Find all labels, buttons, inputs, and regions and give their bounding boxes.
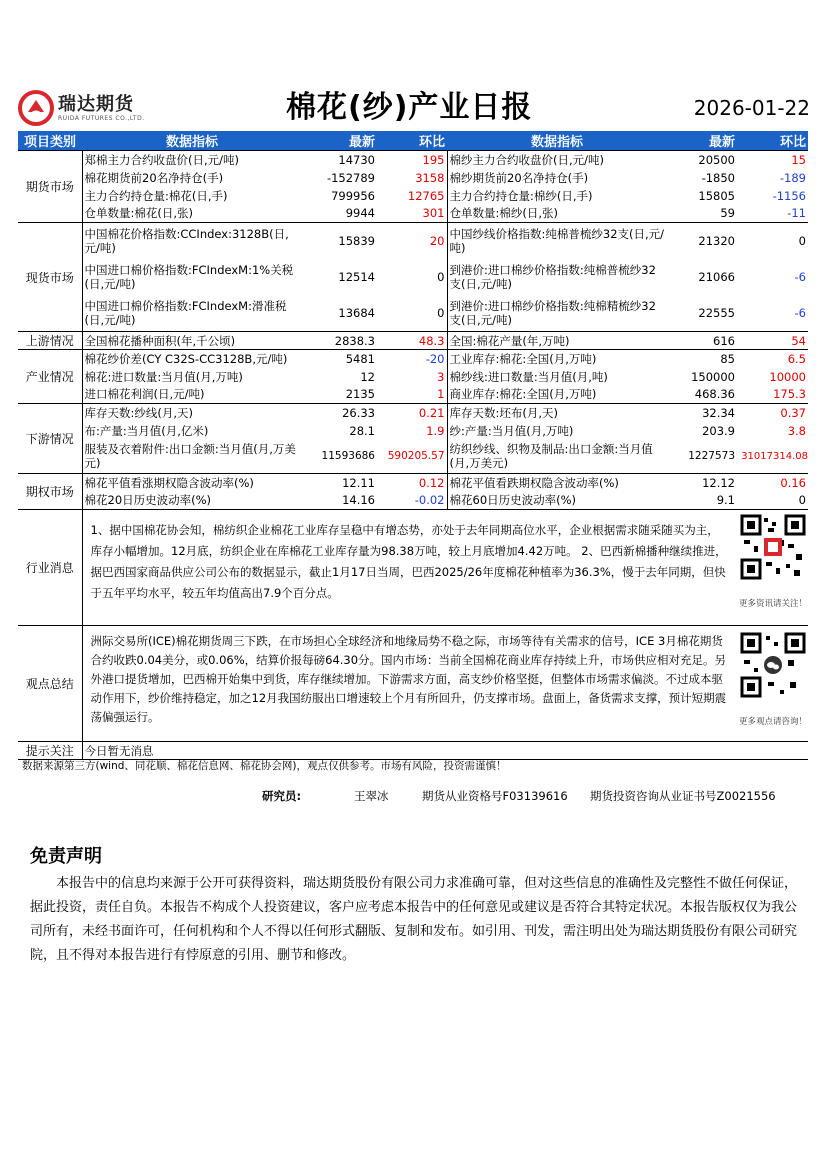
news-row <box>18 510 808 626</box>
change-value: 590205.57 <box>377 440 447 474</box>
qr-caption: 更多观点请咨询！ <box>739 717 808 727</box>
latest-value: 9.1 <box>716 493 735 508</box>
table-row <box>18 350 808 368</box>
table-row <box>18 332 808 350</box>
latest-value: 1227573 <box>688 450 735 463</box>
latest-value: 150000 <box>691 369 735 384</box>
table-row <box>18 386 808 404</box>
view-text: 洲际交易所(ICE)棉花期货周三下跌，在市场担心全球经济和地缘局势不稳之际，市场等待有关需求的信号，ICE 3月棉花期货合约收跌0.04美分，或0.06%，结算价报每磅64.30分。国内市场：当前全国棉花商业库存持续上升，市场供应相对充足。另外港口提货增加，巴西棉开始集中到货，库存继续增加。下游需求方面，高支纱价格坚挺，但整体市场需求偏淡。不过成本驱动作用下，纱价维持稳定，加之12月我国纺服出口增速较上个月有所回升，仍支撑市场。盘面上，备货需求支撑，预计短期震荡偏强运行。 <box>82 626 737 742</box>
indicator-name: 棉纱期货前20名净持仓(手) <box>449 170 589 185</box>
change-value: -1156 <box>772 188 806 203</box>
col-latest: 最新 <box>302 131 377 151</box>
change-value: 31017314.08 <box>741 450 808 462</box>
latest-value: 12514 <box>338 270 375 284</box>
change-value: 1 <box>377 386 447 404</box>
change-value: 20 <box>377 223 447 259</box>
table-row <box>18 169 808 187</box>
change-value: 0 <box>377 296 447 332</box>
report-date: 2026-01-22 <box>693 96 810 120</box>
latest-value: 15839 <box>302 223 377 259</box>
data-source-note: 数据来源第三方(wind、同花顺、棉花信息网、棉花协会网)，观点仅供参考。市场有风险，投资需谨慎！ <box>22 760 507 772</box>
notice-row <box>18 742 808 760</box>
latest-value: 13684 <box>338 306 375 321</box>
change-value: -6 <box>794 270 806 284</box>
latest-value: 85 <box>667 350 737 368</box>
report-title: 棉花(纱)产业日报 <box>286 90 533 125</box>
report-header <box>18 80 810 130</box>
indicator-name: 中国进口棉价格指数:FCIndexM:1%关税(日,元/吨) <box>84 263 294 291</box>
logo-english: RUIDA FUTURES CO.,LTD. <box>58 114 145 122</box>
indicator-name: 布:产量:当月值(月,亿米) <box>84 423 209 438</box>
category-upstream: 上游情况 <box>18 332 82 350</box>
indicator-name: 棉纱线:进口数量:当月值(月,吨) <box>449 369 608 384</box>
col-latest-2: 最新 <box>667 131 737 151</box>
col-change-2: 环比 <box>737 131 808 151</box>
change-value: -189 <box>779 170 806 185</box>
indicator-name: 棉花纱价差(CY C32S-CC3128B,元/吨) <box>82 350 302 368</box>
change-value: 48.3 <box>377 332 447 350</box>
indicator-name: 主力合约持仓量:棉纱(日,手) <box>449 188 593 203</box>
table-row <box>18 368 808 386</box>
table-header-row <box>18 131 808 151</box>
indicator-name: 郑棉主力合约收盘价(日,元/吨) <box>82 151 302 169</box>
change-value: 301 <box>377 205 447 223</box>
change-value: -6 <box>794 306 806 321</box>
latest-value: 21066 <box>698 270 735 284</box>
change-value: 175.3 <box>773 387 806 402</box>
latest-value: 5481 <box>302 350 377 368</box>
latest-value: 26.33 <box>302 404 377 422</box>
category-view: 观点总结 <box>18 626 82 742</box>
indicator-name: 仓单数量:棉纱(日,张) <box>449 206 559 221</box>
change-value: 0 <box>377 259 447 296</box>
indicator-name: 库存天数:坯布(月,天) <box>447 404 667 422</box>
indicator-name: 棉花平值看涨期权隐含波动率(%) <box>82 474 302 492</box>
col-indicator-2: 数据指标 <box>447 131 667 151</box>
researcher-label: 研究员: <box>262 789 302 803</box>
latest-value: 12.12 <box>667 474 737 492</box>
change-value: 3.8 <box>787 423 806 438</box>
latest-value: 22555 <box>698 306 735 321</box>
latest-value: 616 <box>667 332 737 350</box>
indicator-name: 中国纱线价格指数:纯棉普梳纱32支(日,元/吨) <box>447 223 667 259</box>
indicator-name: 棉花60日历史波动率(%) <box>449 493 577 508</box>
category-industry: 产业情况 <box>18 350 82 404</box>
latest-value: -152789 <box>326 170 375 185</box>
latest-value: 799956 <box>331 188 375 203</box>
ruida-logo-icon <box>18 90 54 126</box>
disclaimer-body: 本报告中的信息均来源于公开可获得资料，瑞达期货股份有限公司力求准确可靠，但对这些信息的准确性及完整性不做任何保证，据此投资，责任自负。本报告不构成个人投资建议，客户应考虑本报告中的任何意见或建议是否符合其特定状况。本报告版权仅为我公司所有，未经书面许可，任何机构和个人不得以任何形式翻版、复制和发布。如引用、刊发，需注明出处为瑞达期货股份有限公司研究院，且不得对本报告进行有悖原意的引用、删节和修改。 <box>30 876 798 963</box>
table-row <box>18 474 808 492</box>
col-category: 项目类别 <box>18 131 82 151</box>
category-futures: 期货市场 <box>18 151 82 223</box>
table-row <box>18 440 808 474</box>
latest-value: 2838.3 <box>302 332 377 350</box>
col-change: 环比 <box>377 131 447 151</box>
latest-value: 15805 <box>698 188 735 203</box>
latest-value: 12.11 <box>302 474 377 492</box>
category-spot: 现货市场 <box>18 223 82 332</box>
change-value: 10000 <box>769 369 806 384</box>
news-qr-cell <box>737 510 808 626</box>
latest-value: 14.16 <box>342 493 375 508</box>
change-value: 0.16 <box>737 474 808 492</box>
latest-value: -1850 <box>701 170 735 185</box>
category-notice: 提示关注 <box>18 742 82 760</box>
disclaimer-title: 免责声明 <box>30 846 102 867</box>
company-logo <box>18 90 145 126</box>
qr-code-icon <box>740 514 806 594</box>
indicator-name: 棉花20日历史波动率(%) <box>84 493 212 508</box>
change-value: 15 <box>737 151 808 169</box>
col-indicator: 数据指标 <box>82 131 302 151</box>
change-value: 0 <box>798 493 806 508</box>
change-value: 195 <box>377 151 447 169</box>
indicator-name: 棉花:进口数量:当月值(月,万吨) <box>84 369 243 384</box>
indicator-name: 服装及衣着附件:出口金额:当月值(月,万美元) <box>84 442 296 471</box>
latest-value: 12 <box>360 369 375 384</box>
latest-value: 32.34 <box>667 404 737 422</box>
latest-value: 468.36 <box>694 387 735 402</box>
latest-value: 203.9 <box>702 423 735 438</box>
latest-value: 20500 <box>667 151 737 169</box>
table-row <box>18 259 808 296</box>
latest-value: 2135 <box>345 387 375 402</box>
researcher-certificate: 期货投资咨询从业证书号Z0021556 <box>590 789 776 803</box>
change-value: 54 <box>737 332 808 350</box>
researcher-qualification: 期货从业资格号F03139616 <box>422 789 568 803</box>
change-value: -20 <box>377 350 447 368</box>
indicator-name: 主力合约持仓量:棉花(日,手) <box>84 188 228 203</box>
indicator-name: 工业库存:棉花:全国(月,万吨) <box>447 350 667 368</box>
notice-text: 今日暂无消息 <box>82 742 808 760</box>
change-value: 0.12 <box>377 474 447 492</box>
change-value: 3 <box>377 368 447 386</box>
category-news: 行业消息 <box>18 510 82 626</box>
news-text: 1、据中国棉花协会知，棉纺织企业棉花工业库存呈稳中有增态势，亦处于去年同期高位水平，企业根据需求随采随买为主，库存小幅增加。12月底，纺织企业在库棉花工业库存量为98.38万吨，较上月底增加4.42万吨。 2、巴西新棉播种继续推进，据巴西国家商品供应公司公布的数据显示，截止1月17日当周，巴西2025/26年度棉花种植率为36.3%，慢于去年同期，但快于五年平均水平，较五年均值高出7.9个百分点。 <box>82 510 737 626</box>
latest-value: 21320 <box>667 223 737 259</box>
indicator-name: 商业库存:棉花:全国(月,万吨) <box>449 387 597 402</box>
indicator-name: 棉花平值看跌期权隐含波动率(%) <box>447 474 667 492</box>
indicator-name: 中国进口棉价格指数:FCIndexM:滑准税(日,元/吨) <box>84 299 287 328</box>
table-row <box>18 151 808 169</box>
indicator-name: 纱:产量:当月值(月,万吨) <box>449 423 574 438</box>
latest-value: 11593686 <box>321 450 375 463</box>
indicator-table <box>18 131 808 760</box>
indicator-name: 全国棉花播种面积(年,千公顷) <box>82 332 302 350</box>
indicator-name: 到港价:进口棉纱价格指数:纯棉普梳纱32支(日,元/吨) <box>449 263 656 291</box>
view-row <box>18 626 808 742</box>
view-qr-cell <box>737 626 808 742</box>
change-value: 6.5 <box>737 350 808 368</box>
category-downstream: 下游情况 <box>18 404 82 474</box>
indicator-name: 纺织纱线、织物及制品:出口金额:当月值(月,万美元) <box>449 442 653 471</box>
indicator-name: 棉花期货前20名净持仓(手) <box>84 170 224 185</box>
change-value: 12765 <box>377 187 447 205</box>
table-row <box>18 223 808 259</box>
indicator-name: 进口棉花利润(日,元/吨) <box>84 387 205 402</box>
logo-name: 瑞达期货 <box>58 93 134 115</box>
change-value: 0.21 <box>377 404 447 422</box>
table-row <box>18 492 808 510</box>
indicator-name: 棉纱主力合约收盘价(日,元/吨) <box>447 151 667 169</box>
indicator-name: 库存天数:纱线(月,天) <box>82 404 302 422</box>
category-options: 期权市场 <box>18 474 82 510</box>
indicator-name: 到港价:进口棉纱价格指数:纯棉精梳纱32支(日,元/吨) <box>449 299 656 328</box>
latest-value: 59 <box>720 206 735 221</box>
latest-value: 14730 <box>302 151 377 169</box>
table-row <box>18 205 808 223</box>
indicator-name: 仓单数量:棉花(日,张) <box>84 206 194 221</box>
indicator-name: 中国棉花价格指数:CCIndex:3128B(日,元/吨) <box>82 223 302 259</box>
change-value: 1.9 <box>377 422 447 440</box>
change-value: 0 <box>737 223 808 259</box>
table-row <box>18 422 808 440</box>
researcher-name: 王翠冰 <box>354 789 389 803</box>
change-value: -0.02 <box>377 492 447 510</box>
indicator-name: 全国:棉花产量(年,万吨) <box>447 332 667 350</box>
wechat-qr-icon <box>740 632 806 712</box>
latest-value: 9944 <box>345 206 375 221</box>
change-value: -11 <box>787 206 806 221</box>
latest-value: 28.1 <box>349 423 375 438</box>
change-value: 0.37 <box>737 404 808 422</box>
qr-caption: 更多资讯请关注！ <box>739 599 808 609</box>
table-row <box>18 187 808 205</box>
change-value: 3158 <box>377 169 447 187</box>
table-row <box>18 296 808 332</box>
table-row <box>18 404 808 422</box>
